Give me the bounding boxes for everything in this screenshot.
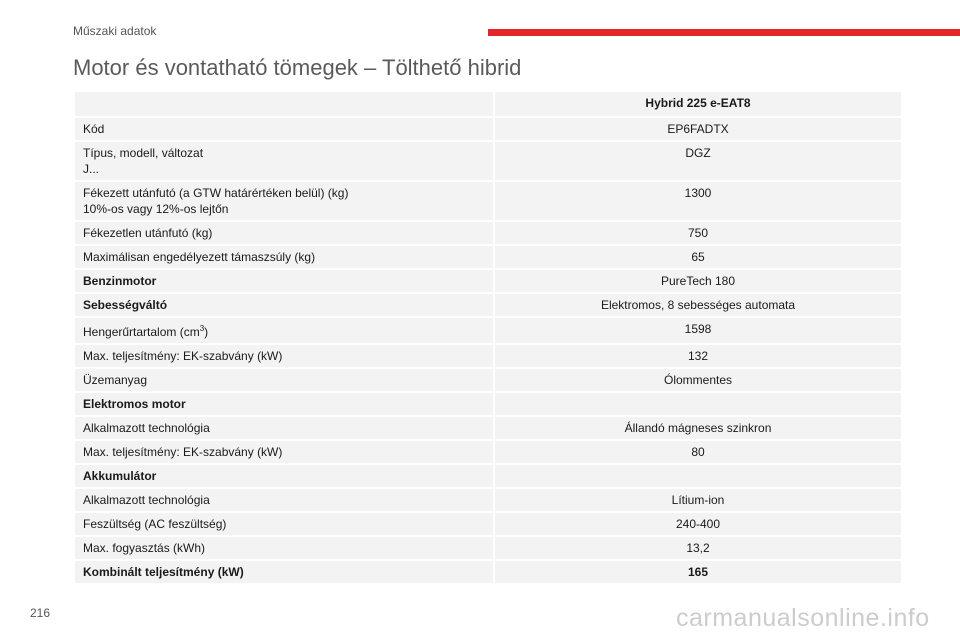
table-row (74, 245, 902, 269)
row-value: PureTech 180 (494, 269, 902, 293)
row-label (74, 141, 494, 181)
table-row (74, 344, 902, 368)
row-value (494, 464, 902, 488)
table-row (74, 269, 902, 293)
table-row (74, 293, 902, 317)
table-row (74, 317, 902, 344)
row-value: 1598 (494, 317, 902, 344)
page-number: 216 (30, 606, 51, 620)
table-row (74, 464, 902, 488)
row-label-suffix: ) (204, 325, 209, 339)
table-row (74, 512, 902, 536)
row-label-text: Hengerűrtartalom (cm (83, 325, 200, 339)
section-accent-bar (488, 29, 960, 36)
row-label: Maximálisan engedélyezett támaszsúly (kg) (74, 245, 494, 269)
table-row (74, 141, 902, 181)
table-row (74, 392, 902, 416)
row-label: Elektromos motor (74, 392, 494, 416)
table-row (74, 221, 902, 245)
row-value: Lítium-ion (494, 488, 902, 512)
row-value: 240-400 (494, 512, 902, 536)
row-label: Kombinált teljesítmény (kW) (74, 560, 494, 584)
row-label-superscript: 3 (199, 324, 205, 333)
row-value: 165 (494, 560, 902, 584)
row-value: 750 (494, 221, 902, 245)
row-value: DGZ (494, 141, 902, 181)
row-label: Alkalmazott technológia (74, 488, 494, 512)
row-label: Akkumulátor (74, 464, 494, 488)
row-value: 13,2 (494, 536, 902, 560)
table-row (74, 440, 902, 464)
row-label (74, 317, 494, 344)
row-label-line: Típus, modell, változat (83, 146, 204, 160)
table-row (74, 488, 902, 512)
row-label: Benzinmotor (74, 269, 494, 293)
table-row (74, 368, 902, 392)
row-value: 80 (494, 440, 902, 464)
table-row (74, 181, 902, 221)
table-row (74, 416, 902, 440)
row-label: Sebességváltó (74, 293, 494, 317)
row-label: Max. teljesítmény: EK-szabvány (kW) (74, 440, 494, 464)
spec-table (73, 90, 903, 585)
row-label-line: Fékezett utánfutó (a GTW határértéken belül) (kg) (83, 186, 349, 200)
row-value (494, 392, 902, 416)
row-value: Elektromos, 8 sebességes automata (494, 293, 902, 317)
row-value: 132 (494, 344, 902, 368)
table-row (74, 117, 902, 141)
row-label: Alkalmazott technológia (74, 416, 494, 440)
row-value: Állandó mágneses szinkron (494, 416, 902, 440)
row-value: Ólommentes (494, 368, 902, 392)
header-empty-cell (74, 91, 494, 117)
row-label: Kód (74, 117, 494, 141)
row-label: Max. teljesítmény: EK-szabvány (kW) (74, 344, 494, 368)
row-label-line: J... (83, 162, 100, 176)
section-label: Műszaki adatok (73, 24, 157, 38)
row-label (74, 181, 494, 221)
page-title: Motor és vontatható tömegek – Tölthető hibrid (73, 55, 522, 80)
row-label: Fékezetlen utánfutó (kg) (74, 221, 494, 245)
column-header: Hybrid 225 e-EAT8 (494, 91, 902, 117)
row-label: Feszültség (AC feszültség) (74, 512, 494, 536)
table-header-row (74, 91, 902, 117)
row-value: 1300 (494, 181, 902, 221)
row-value: 65 (494, 245, 902, 269)
row-value: EP6FADTX (494, 117, 902, 141)
table-row (74, 560, 902, 584)
row-label-line: 10%-os vagy 12%-os lejtőn (83, 202, 229, 216)
row-label: Üzemanyag (74, 368, 494, 392)
table-row (74, 536, 902, 560)
watermark-text: carmanualsonline.info (676, 604, 930, 632)
row-label: Max. fogyasztás (kWh) (74, 536, 494, 560)
